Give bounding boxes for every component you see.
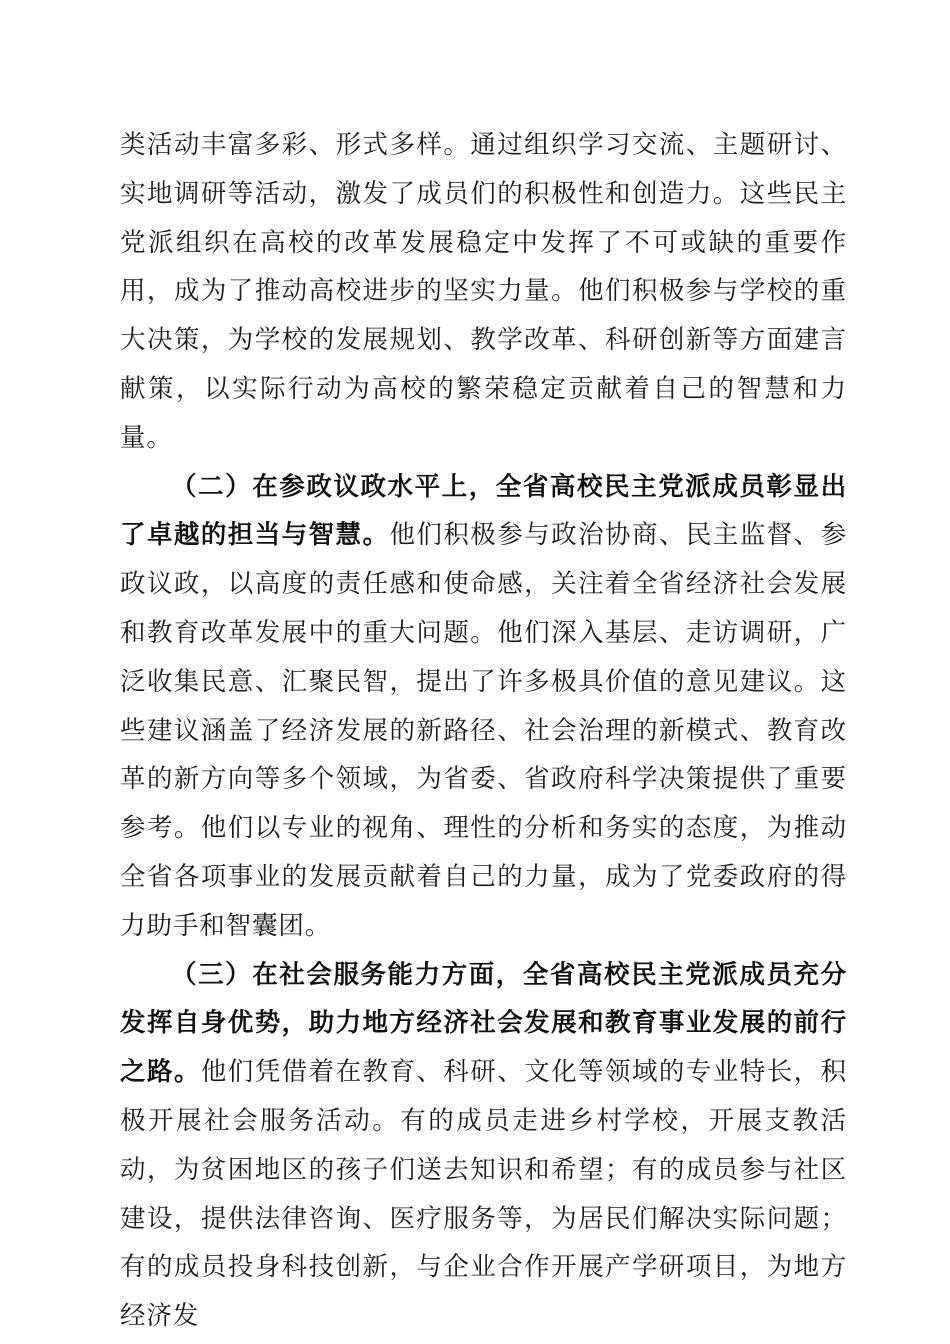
- paragraph-text: 类活动丰富多彩、形式多样。通过组织学习交流、主题研讨、实地调研等活动，激发了成员们的积极性和创造力。这些民主党派组织在高校的改革发展稳定中发挥了不可或缺的重要作用，成为了推动高校进步的坚实力量。他们积极参与学校的重大决策，为学校的发展规划、教学改革、科研创新等方面建言献策，以实际行动为高校的繁荣稳定贡献着自己的智慧和力量。: [120, 130, 847, 453]
- paragraph-text: 他们积极参与政治协商、民主监督、参政议政，以高度的责任感和使命感，关注着全省经济社会发展和教育改革发展中的重大问题。他们深入基层、走访调研，广泛收集民意、汇聚民智，提出了许多极具价值的意见建议。这些建议涵盖了经济发展的新路径、社会治理的新模式、教育改革的新方向等多个领域，为省委、省政府科学决策提供了重要参考。他们以专业的视角、理性的分析和务实的态度，为推动全省各项事业的发展贡献着自己的力量，成为了党委政府的得力助手和智囊团。: [120, 520, 847, 941]
- section-2-heading: （二）在参政议政水平上，全省高校民主党派成员彰显出了卓越的担当与智慧。: [120, 471, 847, 551]
- paragraph-text: 他们凭借着在教育、科研、文化等领域的专业特长，积极开展社会服务活动。有的成员走进乡村学校，开展支教活动，为贫困地区的孩子们送去知识和希望；有的成员参与社区建设，提供法律咨询、医疗服务等，为居民们解决实际问题；有的成员投身科技创新，与企业合作开展产学研项目，为地方经济发: [120, 1057, 847, 1332]
- document-body: [120, 121, 847, 1341]
- section-3-heading: （三）在社会服务能力方面，全省高校民主党派成员充分发挥自身优势，助力地方经济社会发展和教育事业发展的前行之路。: [120, 959, 847, 1088]
- paragraph-section-3: [120, 951, 847, 1341]
- paragraph-section-2: [120, 463, 847, 951]
- paragraph-continuation: [120, 121, 847, 463]
